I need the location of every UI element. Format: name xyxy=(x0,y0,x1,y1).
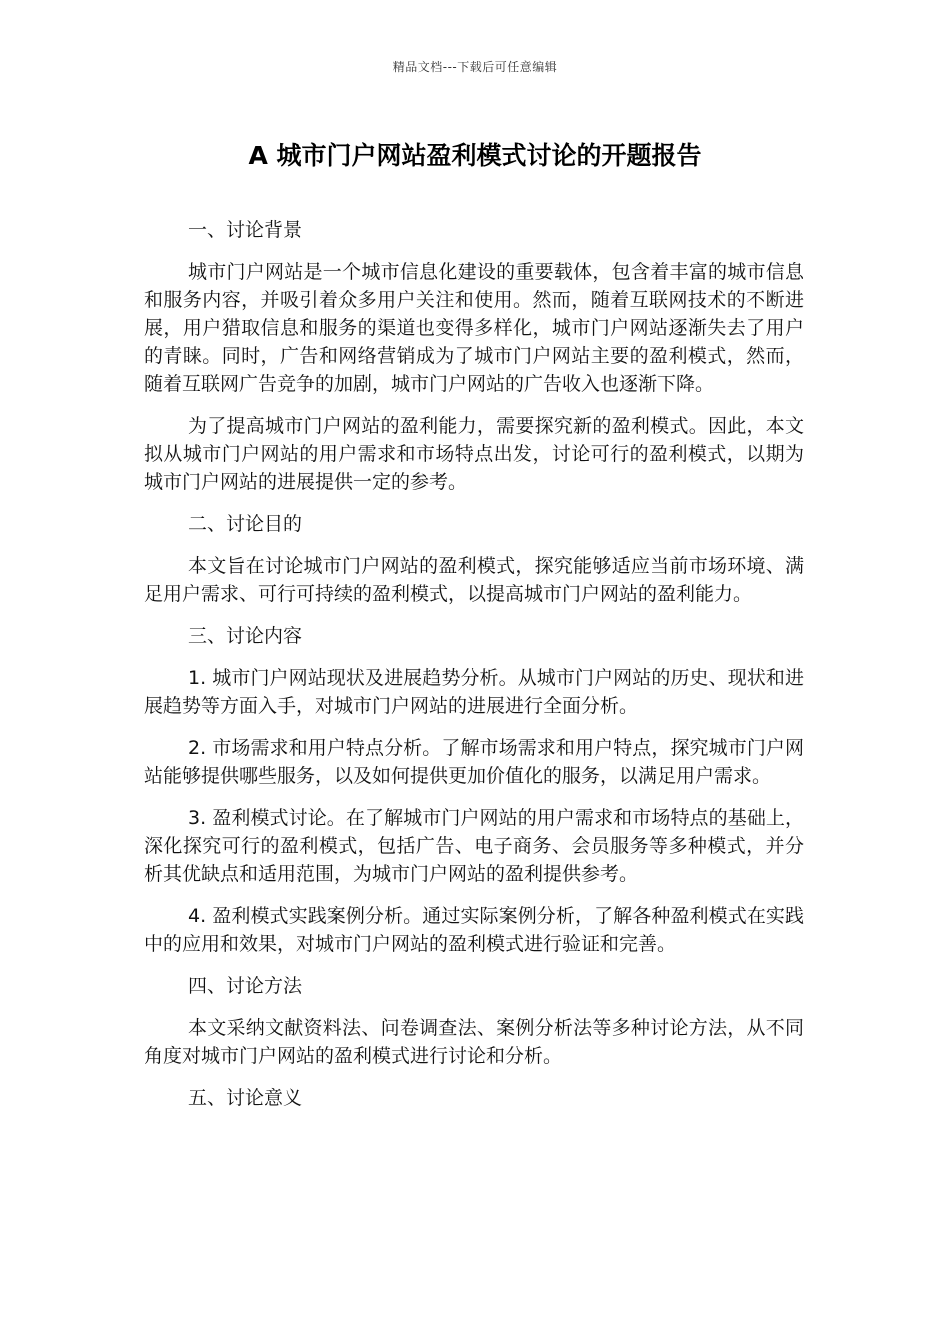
section-heading-significance: 五、讨论意义 xyxy=(188,1087,303,1109)
paragraph: 本文采纳文献资料法、问卷调查法、案例分析法等多种讨论方法，从不同角度对城市门户网站的盈利模式进行讨论和分析。 xyxy=(144,1017,804,1067)
header-note: 精品文档---下载后可任意编辑 xyxy=(392,60,558,74)
paragraph: 城市门户网站是一个城市信息化建设的重要载体，包含着丰富的城市信息和服务内容，并吸引着众多用户关注和使用。然而，随着互联网技术的不断进展，用户猎取信息和服务的渠道也变得多样化，城市门户网站逐渐失去了用户的青睐。同时，广告和网络营销成为了城市门户网站主要的盈利模式，然而，随着互联网广告竞争的加剧，城市门户网站的广告收入也逐渐下降。 xyxy=(144,261,804,395)
document-body xyxy=(144,216,804,1126)
paragraph: 为了提高城市门户网站的盈利能力，需要探究新的盈利模式。因此，本文拟从城市门户网站的用户需求和市场特点出发，讨论可行的盈利模式，以期为城市门户网站的进展提供一定的参考。 xyxy=(144,415,804,493)
section-heading-method: 四、讨论方法 xyxy=(188,975,303,997)
section-heading-background: 一、讨论背景 xyxy=(188,219,303,241)
list-item: 4. 盈利模式实践案例分析。通过实际案例分析，了解各种盈利模式在实践中的应用和效果，对城市门户网站的盈利模式进行验证和完善。 xyxy=(144,905,804,955)
section-heading-purpose: 二、讨论目的 xyxy=(188,513,303,535)
section-heading-content: 三、讨论内容 xyxy=(188,625,303,647)
list-item: 3. 盈利模式讨论。在了解城市门户网站的用户需求和市场特点的基础上，深化探究可行的盈利模式，包括广告、电子商务、会员服务等多种模式，并分析其优缺点和适用范围，为城市门户网站的盈利提供参考。 xyxy=(144,807,804,885)
page-title: A 城市门户网站盈利模式讨论的开题报告 xyxy=(248,141,702,170)
list-item: 2. 市场需求和用户特点分析。了解市场需求和用户特点，探究城市门户网站能够提供哪些服务，以及如何提供更加价值化的服务，以满足用户需求。 xyxy=(144,737,804,787)
paragraph: 本文旨在讨论城市门户网站的盈利模式，探究能够适应当前市场环境、满足用户需求、可行可持续的盈利模式，以提高城市门户网站的盈利能力。 xyxy=(144,555,804,605)
list-item: 1. 城市门户网站现状及进展趋势分析。从城市门户网站的历史、现状和进展趋势等方面入手，对城市门户网站的进展进行全面分析。 xyxy=(144,667,804,717)
